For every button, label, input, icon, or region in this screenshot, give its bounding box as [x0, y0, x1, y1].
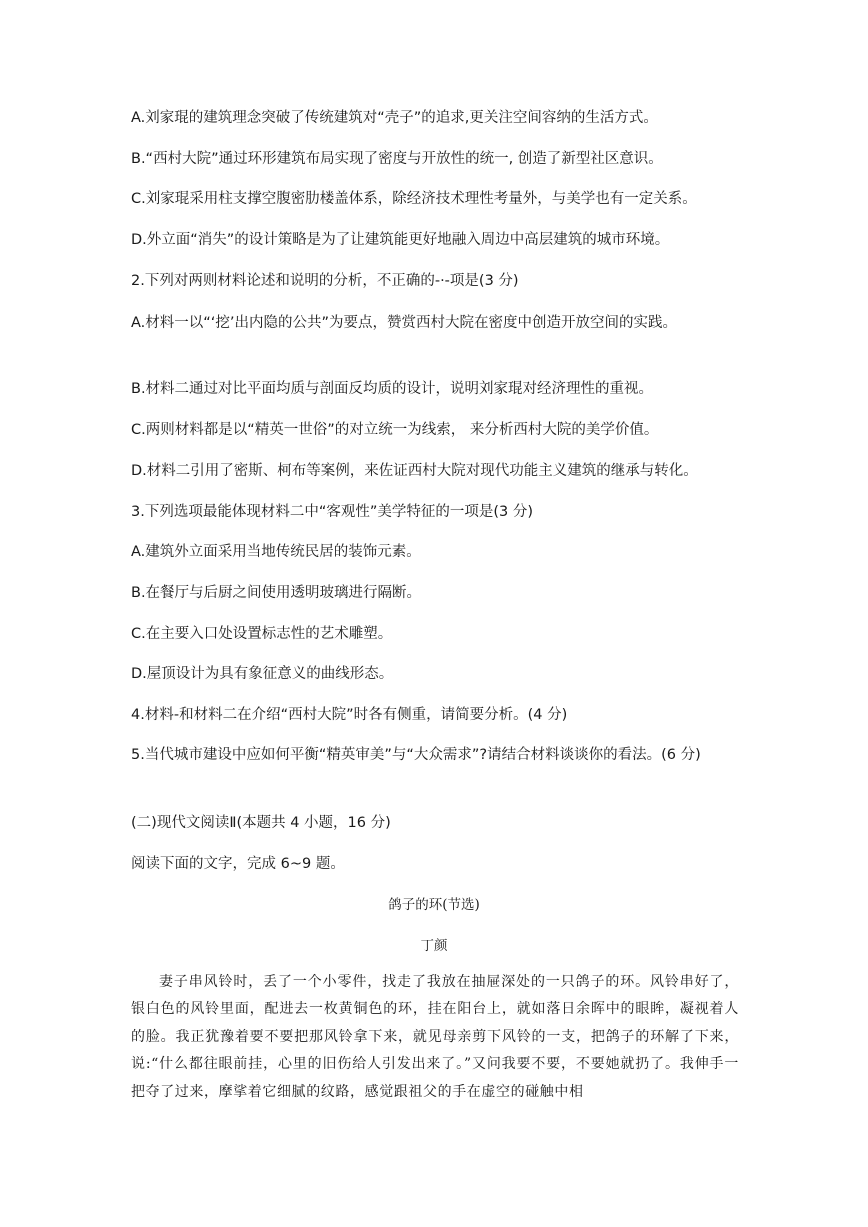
- q1-option-c: C.刘家琨采用柱支撑空腹密肋楼盖体系，除经济技术理性考量外，与美学也有一定关系。: [131, 191, 697, 207]
- q1-option-d: D.外立面“消失”的设计策略是为了让建筑能更好地融入周边中高层建筑的城市环境。: [131, 232, 670, 248]
- q3-option-d: D.屋顶设计为具有象征意义的曲线形态。: [131, 666, 394, 682]
- article-title: 鸽子的环(节选): [388, 897, 480, 913]
- q2-option-d: D.材料二引用了密斯、柯布等案例，来佐证西村大院对现代功能主义建筑的继承与转化。: [131, 463, 698, 479]
- reading-instruction: 阅读下面的文字，完成 6~9 题。: [131, 856, 345, 872]
- q2-stem: 2.下列对两则材料论述和说明的分析，不正确的-·-项是(3 分): [131, 273, 519, 289]
- q3-option-b: B.在餐厅与后厨之间使用透明玻璃进行隔断。: [131, 585, 422, 601]
- q3-option-a: A.建筑外立面采用当地传统民居的装饰元素。: [131, 544, 421, 560]
- q2-option-b: B.材料二通过对比平面均质与剖面反均质的设计，说明刘家琨对经济理性的重视。: [131, 381, 654, 397]
- q4-question: 4.材料-和材料二在介绍“西村大院”时各有侧重，请简要分析。(4 分): [131, 707, 568, 723]
- q1-option-a: A.刘家琨的建筑理念突破了传统建筑对“壳子”的追求,更关注空间容纳的生活方式。: [131, 110, 658, 126]
- q3-stem: 3.下列选项最能体现材料二中“客观性”美学特征的一项是(3 分): [131, 504, 534, 520]
- q2-option-a: A.材料一以“‘挖’出内隐的公共”为要点，赞赏西村大院在密度中创造开放空间的实践。: [131, 315, 678, 331]
- article-paragraph: 妻子串风铃时，丢了一个小零件，找走了我放在抽屉深处的一只鸽子的环。风铃串好了，银白色的风铃里面，配进去一枚黄铜色的环，挂在阳台上，就如落日余晖中的眼眸，凝视着人的脸。我正犹豫着要不要把那风铃拿下来，就见母亲剪下风铃的一支，把鸽子的环解了下来，说:“什么都往眼前挂，心里的旧伤给人引发出来了。”又问我要不要，不要她就扔了。我伸手一把夺了过来，摩挲着它细腻的纹路，感觉跟祖父的手在虚空的碰触中相: [131, 974, 739, 1100]
- article-author: 丁颜: [420, 938, 448, 954]
- q2-option-c: C.两则材料都是以“精英一世俗”的对立统一为线索， 来分析西村大院的美学价值。: [131, 422, 659, 438]
- section2-heading: (二)现代文阅读Ⅱ(本题共 4 小题，16 分): [131, 815, 391, 831]
- q5-question: 5.当代城市建设中应如何平衡“精英审美”与“大众需求”?请结合材料谈谈你的看法。(6 分): [131, 747, 701, 763]
- q1-option-b: B.“西村大院”通过环形建筑布局实现了密度与开放性的统一, 创造了新型社区意识。: [131, 151, 663, 167]
- q3-option-c: C.在主要入口处设置标志性的艺术雕塑。: [131, 626, 393, 642]
